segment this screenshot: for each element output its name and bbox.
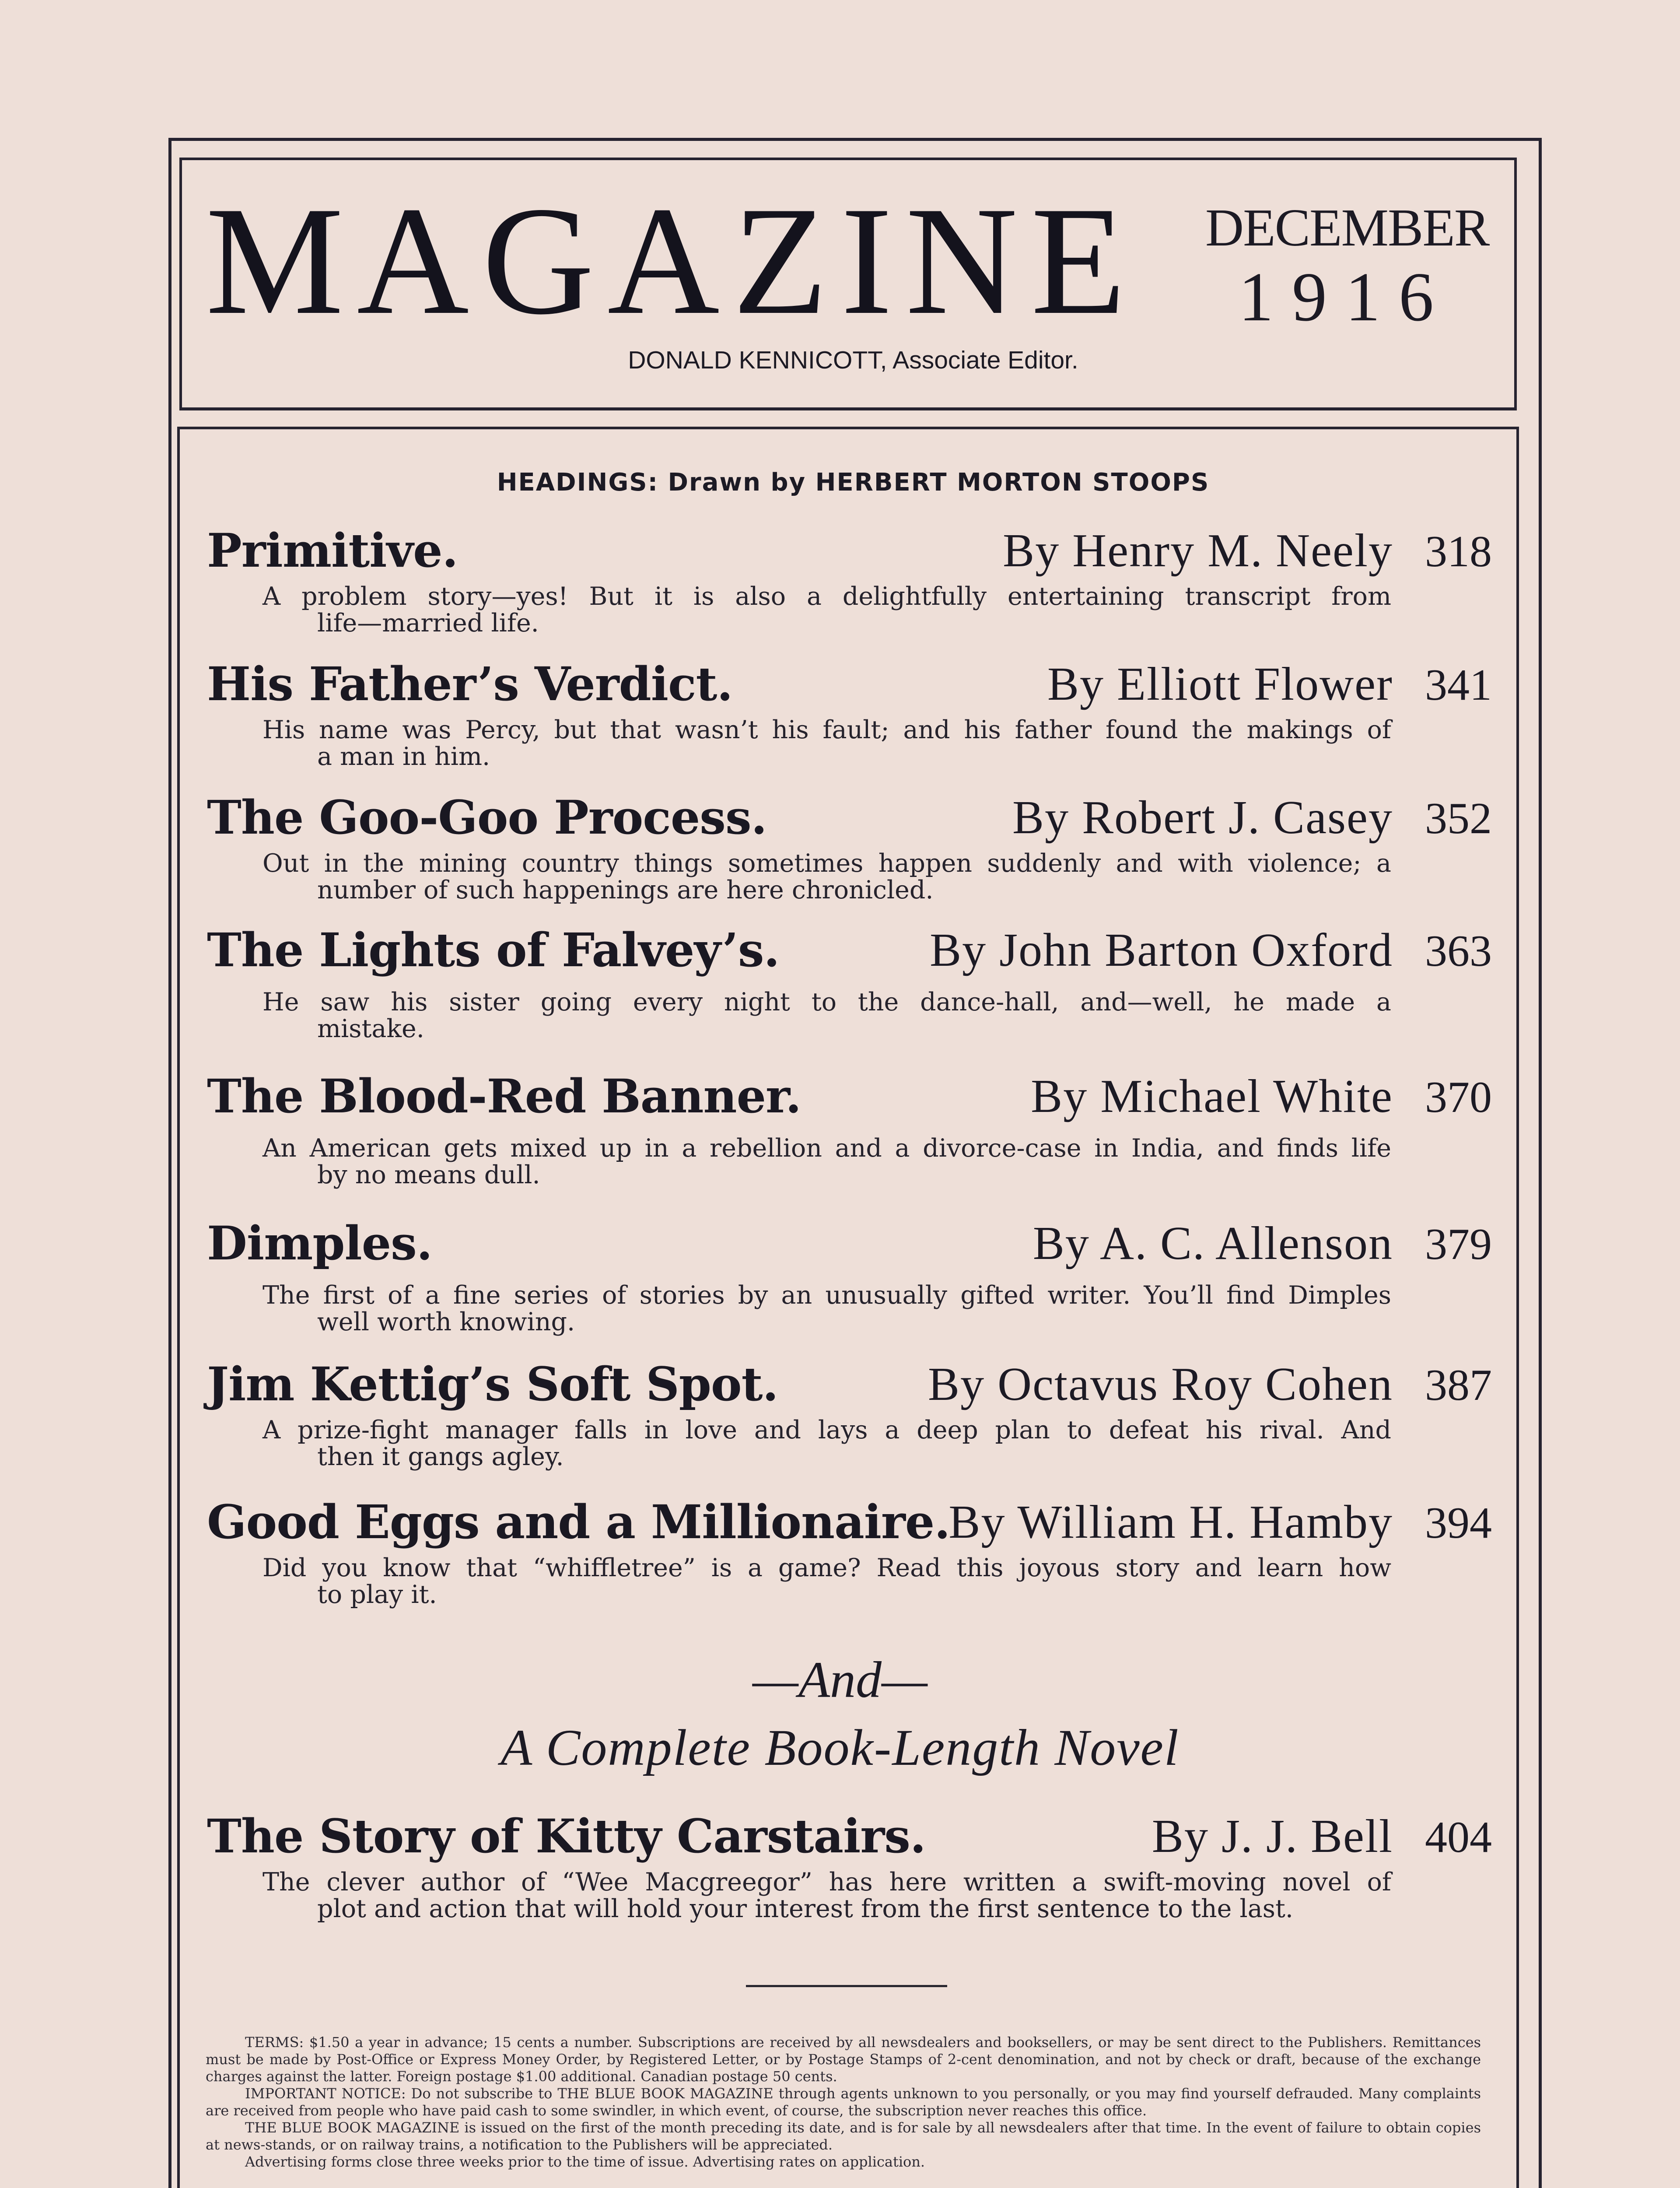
story-author: By Elliott Flower: [1047, 658, 1393, 710]
story-title: The Goo-Goo Process.: [207, 790, 767, 845]
description-line: then it gangs agley.: [317, 1442, 564, 1471]
story-author: By Robert J. Casey: [1012, 792, 1393, 844]
story-description: [262, 989, 1391, 1042]
story-description: [262, 1417, 1391, 1470]
story-description: [262, 1555, 1391, 1608]
issue-month: DECEMBER: [1205, 198, 1489, 257]
novel-title: The Story of Kitty Carstairs.: [207, 1809, 926, 1863]
issue-year: 1916: [1239, 258, 1452, 336]
description-line: a man in him.: [317, 742, 490, 771]
story-author: By Octavus Roy Cohen: [928, 1358, 1393, 1410]
story-description: [262, 850, 1391, 904]
description-line: A prize-fight manager falls in love and lays a deep plan to defeat his rival. And: [262, 1416, 1391, 1445]
short-divider: [746, 1985, 947, 1987]
story-page-number: 341: [1425, 660, 1492, 710]
editor-credit: DONALD KENNICOTT, Associate Editor.: [628, 346, 1078, 374]
story-title: The Blood-Red Banner.: [207, 1069, 802, 1123]
headings-credit: HEADINGS: Drawn by HERBERT MORTON STOOPS: [497, 468, 1210, 497]
description-line: His name was Percy, but that wasn’t his fault; and his father found the makings of: [262, 715, 1391, 744]
description-line: A problem story—yes! But it is also a delightfully entertaining transcript from: [262, 582, 1391, 611]
description-line: The clever author of “Wee Macgreegor” has here written a swift-moving novel of: [262, 1868, 1391, 1897]
novel-page-number: 404: [1425, 1813, 1492, 1862]
description-line: to play it.: [317, 1580, 437, 1609]
story-page-number: 352: [1425, 794, 1492, 843]
masthead-rule: [179, 408, 1517, 410]
story-description: [262, 1135, 1391, 1189]
description-line: plot and action that will hold your interest from the first sentence to the last.: [317, 1894, 1294, 1923]
description-line: An American gets mixed up in a rebellion and a divorce-case in India, and finds life: [262, 1134, 1391, 1163]
story-title: Good Eggs and a Millionaire.: [207, 1494, 950, 1549]
description-line: Did you know that “whiffletree” is a game? Read this joyous story and learn how: [262, 1553, 1391, 1582]
description-line: He saw his sister going every night to the dance-hall, and—well, he made a: [262, 988, 1391, 1017]
story-title: Dimples.: [207, 1216, 432, 1270]
story-author: By William H. Hamby: [948, 1496, 1393, 1548]
description-line: Out in the mining country things sometimes happen suddenly and with violence; a: [262, 849, 1391, 878]
story-author: By Michael White: [1031, 1070, 1393, 1122]
story-title: The Lights of Falvey’s.: [207, 922, 780, 977]
story-description: [262, 717, 1391, 770]
novel-description: [262, 1869, 1391, 1922]
story-author: By Henry M. Neely: [1003, 525, 1393, 577]
description-line: The first of a fine series of stories by an unusually gifted writer. You’ll find Dimples: [262, 1281, 1391, 1310]
story-author: By John Barton Oxford: [930, 924, 1393, 976]
description-line: number of such happenings are here chronicled.: [317, 876, 934, 905]
advertising-notice: Advertising forms close three weeks prior to the time of issue. Advertising rates on application.: [245, 2153, 925, 2170]
and-divider: —And—: [752, 1651, 928, 1708]
story-title: Primitive.: [207, 523, 458, 578]
important-notice: IMPORTANT NOTICE: Do not subscribe to THE BLUE BOOK MAGAZINE through agents unknown to you personally, or you may find yourself defrauded. Many complaints are received from people who have paid cash to some swindler, in which event, of course, the subscription never reaches this office.: [206, 2085, 1481, 2119]
terms-text: TERMS: $1.50 a year in advance; 15 cents a number. Subscriptions are received by all newsdealers and booksellers, or may be sent direct to the Publishers. Remittances must be made by Post-Office or Express Money Order, by Registered Letter, or by Postage Stamps of 2-cent denomination, and not by check or draft, because of the exchange charges against the latter. Foreign postage $1.00 additional. Canadian postage 50 cents.: [206, 2034, 1481, 2085]
story-title: Jim Kettig’s Soft Spot.: [207, 1357, 778, 1411]
issue-notice: THE BLUE BOOK MAGAZINE is issued on the first of the month preceding its date, and is for sale by all newsdealers after that time. In the event of failure to obtain copies at news-stands, or on railway trains, a notification to the Publishers will be appreciated.: [206, 2119, 1481, 2153]
story-page-number: 318: [1425, 527, 1492, 576]
story-description: [262, 1282, 1391, 1336]
story-description: [262, 583, 1391, 637]
story-page-number: 387: [1425, 1360, 1492, 1410]
story-author: By A. C. Allenson: [1032, 1217, 1393, 1269]
description-line: by no means dull.: [317, 1161, 540, 1189]
novel-heading: A Complete Book-Length Novel: [500, 1719, 1180, 1776]
description-line: life—married life.: [317, 609, 539, 638]
description-line: mistake.: [317, 1014, 424, 1043]
description-line: well worth knowing.: [317, 1308, 575, 1336]
story-title: His Father’s Verdict.: [207, 656, 733, 711]
story-page-number: 394: [1425, 1498, 1492, 1548]
story-page-number: 379: [1425, 1220, 1492, 1269]
fine-print: [206, 2034, 1481, 2170]
story-page-number: 363: [1425, 926, 1492, 976]
story-page-number: 370: [1425, 1073, 1492, 1122]
masthead-title: MAGAZINE: [206, 175, 1139, 347]
novel-author: By J. J. Bell: [1152, 1810, 1393, 1862]
